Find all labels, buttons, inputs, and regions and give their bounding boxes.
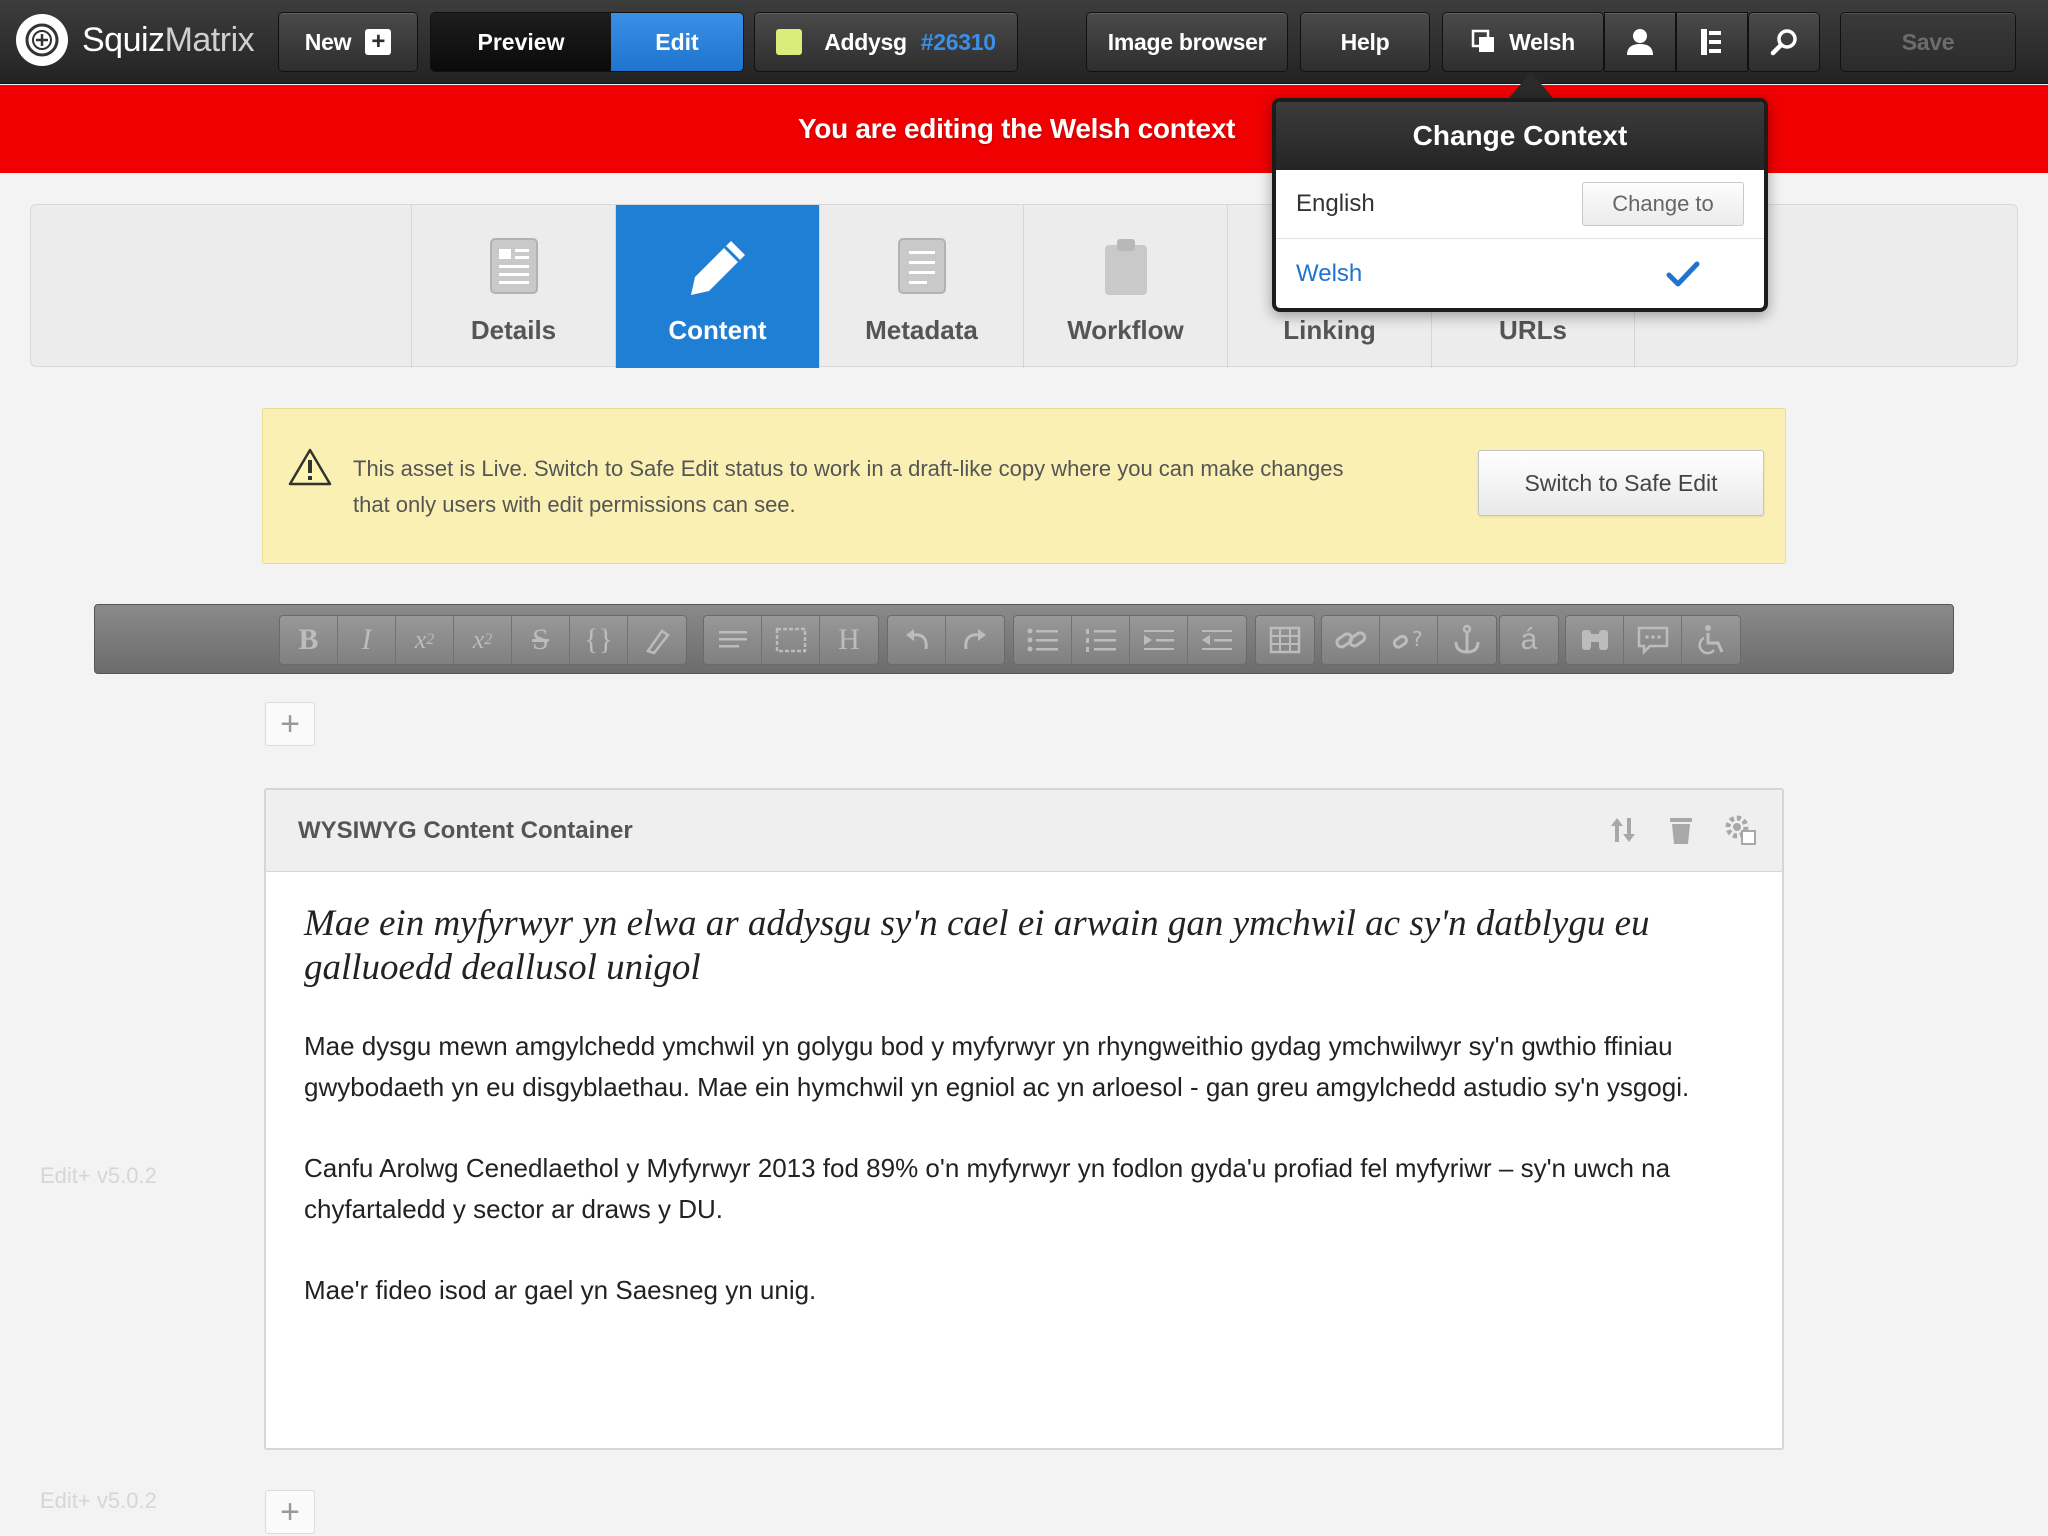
popup-caret [1509,72,1553,98]
tab-workflow[interactable] [1023,205,1227,368]
tab-workflow-label: Workflow [1067,315,1184,345]
content-paragraph: Canfu Arolwg Cenedlaethol y Myfyrwyr 2013 fod 89% o'n myfyrwyr yn fodlon gyda'u profiad fel myfyriwr – sy'n uwch na chyfartaledd y sector ar draws y DU. [304,1153,1671,1224]
asset-info-button[interactable] [754,12,1018,72]
numbered-list-icon[interactable] [1072,616,1130,664]
bold-icon[interactable]: B [280,616,338,664]
image-browser-button[interactable]: Image browser [1086,12,1288,72]
asset-status-icon [776,29,802,55]
plus-icon: + [365,29,391,55]
outdent-icon[interactable] [1188,616,1246,664]
table-group [1255,615,1315,665]
change-to-button[interactable]: Change to [1582,182,1744,226]
warning-text: This asset is Live. Switch to Safe Edit status to work in a draft-like copy where you can make changes that only users with edit permissions can see. [353,456,1344,517]
checkmark-icon [1666,260,1700,288]
bullet-list-icon[interactable] [1014,616,1072,664]
container-tools [1608,814,1758,846]
search-button[interactable] [1748,12,1820,72]
context-banner-text: You are editing the Welsh context [798,113,1236,144]
add-container-button[interactable]: + [265,1490,315,1534]
help-button[interactable]: Help [1300,12,1430,72]
asset-id: #26310 [920,28,996,55]
container-body[interactable] [266,902,1782,1311]
subscript-icon[interactable]: x 2 [396,616,454,664]
content-paragraph: Mae'r fideo isod ar gael yn Saesneg yn unig. [304,1275,817,1305]
tab-metadata[interactable] [819,205,1023,368]
undo-icon[interactable] [888,616,946,664]
heading-icon[interactable]: H [838,623,860,656]
special-chars-group [1499,615,1559,665]
block-group [703,615,879,665]
container-header [266,790,1782,872]
preview-edit-toggle [430,12,744,72]
accessibility-icon[interactable] [1682,616,1740,664]
context-button-label: Welsh [1509,28,1575,55]
indent-icon[interactable] [1130,616,1188,664]
version-label: Edit+ v5.0.2 [40,1488,157,1513]
tab-details-label: Details [470,315,557,345]
user-button[interactable] [1604,12,1676,72]
tab-content-label: Content [668,315,767,345]
paragraph-icon[interactable] [704,616,762,664]
content-paragraph: Mae dysgu mewn amgylchedd ymchwil yn golygu bod y myfyrwyr yn rhyngweithio gydag ymchwilwyr sy'n gwthio ffiniau gwybodaeth yn eu disgyblaethau. Mae ein hymchwil yn egniol ac yn arloesol - gan greu amgylchedd astudio sy'n ysgogi. [304,1031,1690,1102]
tab-metadata-label: Metadata [865,315,978,345]
asset-name: Addysg [824,28,907,55]
tab-urls-label: URLs [1499,315,1567,345]
context-option-welsh[interactable] [1276,239,1764,308]
block-icon[interactable] [762,616,820,664]
wysiwyg-toolbar [94,604,1954,674]
svg-text:?: ? [1411,627,1423,651]
context-button[interactable] [1442,12,1604,72]
squiz-matrix-logo[interactable] [16,14,254,66]
special-chars-icon[interactable]: á [1520,623,1538,656]
new-button-label: New [304,28,352,55]
tree-icon [1699,27,1725,57]
context-option-english [1276,170,1764,239]
logo-text-squiz: Squiz [82,20,165,59]
comment-icon[interactable] [1624,616,1682,664]
live-status-warning [262,408,1786,564]
context-option-label: Welsh [1296,259,1363,287]
strikethrough-icon[interactable]: S [512,616,570,664]
context-option-label: English [1296,190,1375,217]
container-title: WYSIWYG Content Container [298,816,633,844]
switch-to-safe-edit-button[interactable]: Switch to Safe Edit [1478,450,1764,516]
warning-icon [287,447,333,487]
context-icon [1471,29,1497,55]
tab-details[interactable] [411,205,615,368]
save-button[interactable]: Save [1840,12,2016,72]
version-label: Edit+ v5.0.2 [40,1163,157,1188]
list-group [1013,615,1247,665]
unlink-icon[interactable] [1380,616,1438,664]
logo-text-matrix: Matrix [164,20,255,59]
code-icon[interactable]: {} [570,616,628,664]
redo-icon[interactable] [946,616,1004,664]
logo-icon [16,14,68,66]
table-icon[interactable] [1256,616,1314,664]
format-group [279,615,687,665]
history-group [887,615,1005,665]
tab-linking-label: Linking [1283,315,1376,345]
reorder-icon[interactable] [1608,814,1638,846]
link-group [1321,615,1497,665]
clipboard-icon [1103,237,1149,304]
superscript-icon[interactable]: x 2 [454,616,512,664]
details-icon [489,237,539,302]
misc-group [1565,615,1741,665]
trash-icon[interactable] [1666,814,1696,846]
anchor-icon[interactable] [1438,616,1496,664]
new-button[interactable] [278,12,418,72]
link-icon[interactable] [1322,616,1380,664]
clear-formatting-icon[interactable] [628,616,686,664]
add-container-button[interactable]: + [265,702,315,746]
find-icon[interactable] [1566,616,1624,664]
edit-button[interactable]: Edit [611,13,743,71]
wysiwyg-content-container [264,788,1784,1450]
preview-button[interactable]: Preview [431,13,611,71]
user-icon [1625,27,1655,57]
pencil-icon [685,237,751,306]
top-bar [0,0,2048,84]
search-icon [1769,27,1799,57]
popup-title: Change Context [1276,102,1764,170]
italic-icon[interactable]: I [338,616,396,664]
change-context-popup [1272,98,1768,312]
content-heading: Mae ein myfyrwyr yn elwa ar addysgu sy'n cael ei arwain gan ymchwil ac sy'n datblygu eu galluoedd deallusol unigol [304,903,1650,988]
settings-icon[interactable] [1724,814,1758,846]
asset-tree-button[interactable] [1676,12,1748,72]
tab-content[interactable] [615,205,819,368]
metadata-icon [897,237,947,302]
